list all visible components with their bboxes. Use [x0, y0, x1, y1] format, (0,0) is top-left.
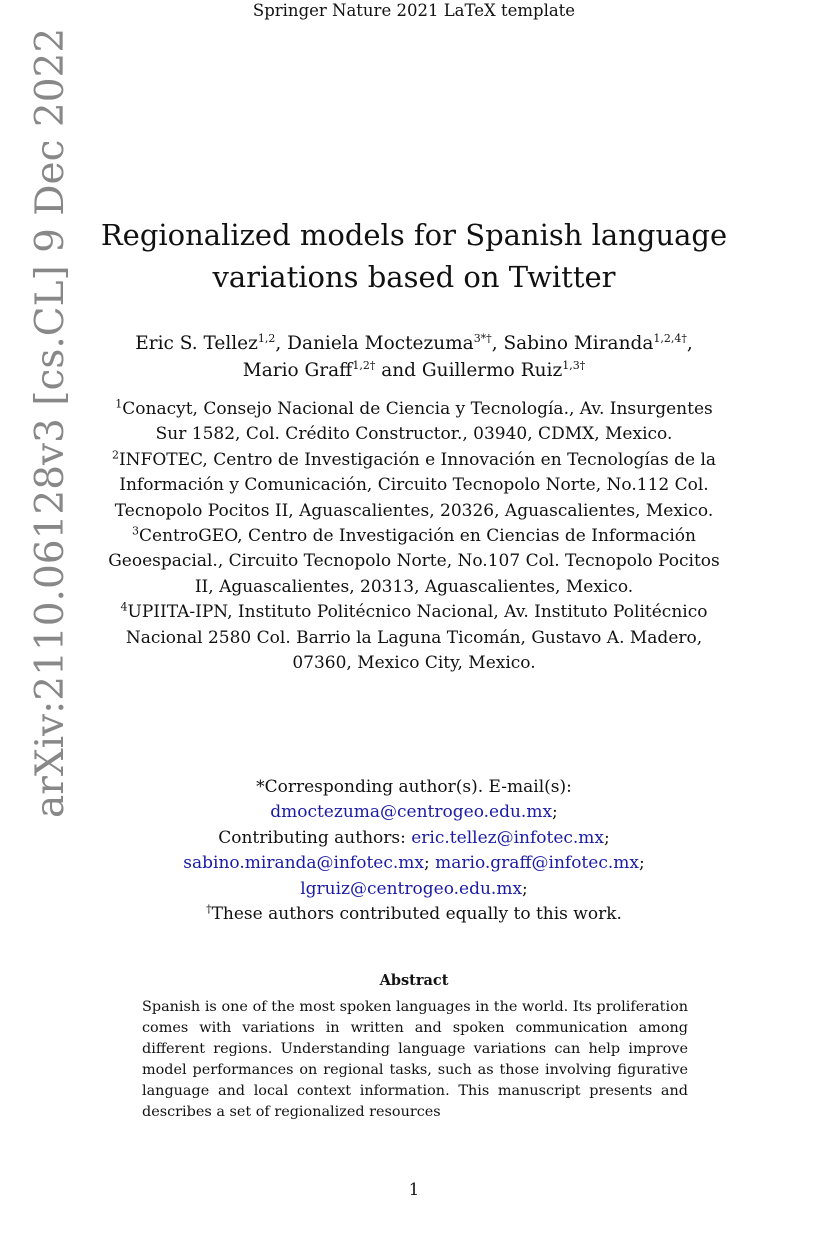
email-link-miranda[interactable]: sabino.miranda@infotec.mx — [183, 853, 424, 874]
author-affiliation-marks: 1,2† — [352, 358, 376, 372]
author-name: Mario Graff — [242, 360, 353, 381]
author-name: Guillermo Ruiz — [421, 360, 563, 381]
author-name: Daniela Moctezuma — [287, 333, 474, 354]
author-list: Eric S. Tellez$^{1,2}$, Daniela Moctezuma$^{3*\dagger}$, Sabino Miranda$^{1,2,4\dagger}$, Mario Graff$^{1,2\dagger}$ and Guillermo Ruiz$^{1,3\dagger}$ — [135, 331, 693, 381]
affiliation-mark: 2 — [111, 448, 119, 462]
affiliation-text: CentroGEO, Centro de Investigación en Ciencias de Información Geoespacial., Circuito Tecnopolo Norte, No.107 Col. Tecnopolo Pocitos II, Aguascalientes, 20313, Aguascalientes, Mexico. — [108, 526, 720, 597]
author-name: Sabino Miranda — [503, 333, 654, 354]
email-link-tellez[interactable]: eric.tellez@infotec.mx — [411, 827, 605, 848]
affiliation-text: Conacyt, Consejo Nacional de Ciencia y Tecnología., Av. Insurgentes Sur 1582, Col. Crédito Constructor., 03940, CDMX, Mexico. — [122, 399, 713, 445]
email-link-graff[interactable]: mario.graff@infotec.mx — [435, 853, 639, 874]
dagger-mark: † — [206, 902, 212, 916]
affiliation-text: UPIITA-IPN, Instituto Politécnico Nacional, Av. Instituto Politécnico Nacional 2580 Col. Barrio la Laguna Ticomán, Gustavo A. Madero, 07360, Mexico City, Mexico. — [125, 602, 708, 674]
running-head: Springer Nature 2021 LaTeX template — [252, 1, 576, 20]
affiliation — [100, 524, 728, 600]
abstract-heading: Abstract — [379, 972, 449, 989]
affiliation — [100, 600, 728, 676]
author-affiliation-marks: 1,2,4† — [653, 331, 687, 345]
affiliation-mark: 1 — [115, 397, 123, 411]
affiliation-list — [100, 397, 728, 676]
contributing-label: Contributing authors: — [218, 827, 406, 848]
corresponding-email-link[interactable]: dmoctezuma@centrogeo.edu.mx — [270, 802, 553, 823]
affiliation — [100, 397, 728, 448]
abstract-text: Spanish is one of the most spoken languages in the world. Its proliferation comes with variations in written and spoken communication among different regions. Understanding language variations can help improve model performances on regional tasks, such as those involving figurative language and local context information. This manuscript presents and describes a set of regionalized resources — [142, 999, 688, 1120]
equal-contribution-note: These authors contributed equally to this work. — [211, 904, 622, 925]
page-number: 1 — [408, 1180, 420, 1199]
author-name: Eric S. Tellez — [135, 333, 258, 354]
affiliation — [100, 448, 728, 524]
arxiv-stamp[interactable]: arXiv:2110.06128v3 [cs.CL] 9 Dec 2022 — [28, 27, 73, 818]
paper-title: Regionalized models for Spanish language variations based on Twitter — [100, 218, 728, 294]
author-connector: and — [381, 360, 417, 381]
affiliation-mark: 4 — [120, 600, 128, 614]
correspondence-block: *Corresponding author(s). E-mail(s): dmoctezuma@centrogeo.edu.mx; Contributing authors: eric.tellez@infotec.mx; sabino.miranda@infotec.mx; mario.graff@infotec.mx; lgruiz@centrogeo.edu.mx; †These authors contributed equally to this work. — [140, 775, 688, 927]
author-affiliation-marks: 3*† — [473, 331, 492, 345]
affiliation-text: INFOTEC, Centro de Investigación e Innovación en Tecnologías de la Información y Comunicación, Circuito Tecnopolo Norte, No.112 Col. Tecnopolo Pocitos II, Aguascalientes, 20326, Aguascalientes, Mexico. — [114, 449, 717, 521]
author-affiliation-marks: 1,3† — [562, 358, 586, 372]
affiliation-mark: 3 — [132, 524, 140, 538]
email-link-ruiz[interactable]: lgruiz@centrogeo.edu.mx — [300, 878, 523, 899]
author-affiliation-marks: 1,2 — [257, 331, 276, 345]
corresponding-label: *Corresponding author(s). E-mail(s): — [256, 777, 572, 797]
